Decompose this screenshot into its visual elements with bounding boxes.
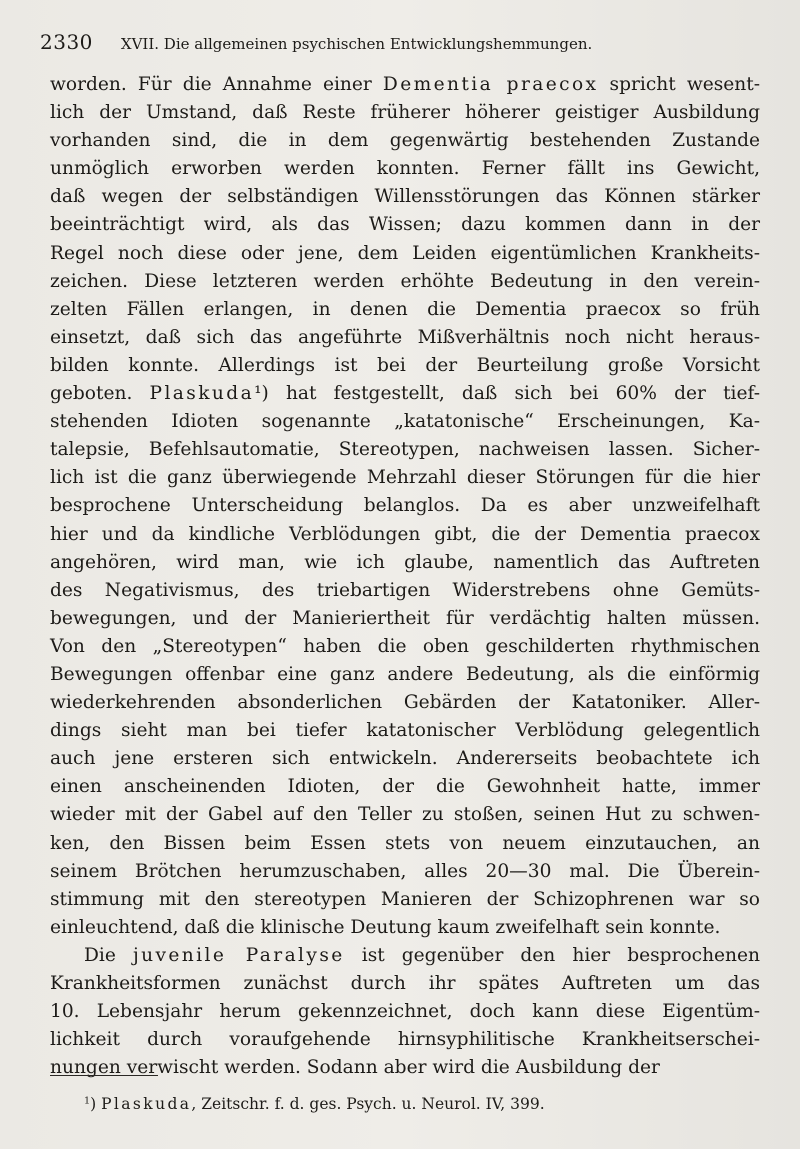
text-line bbox=[50, 211, 760, 239]
text-line bbox=[50, 914, 760, 942]
text-line bbox=[50, 801, 760, 829]
line-segment: 10. Lebensjahr herum gekennzeichnet, doch kann diese Eigentüm- bbox=[50, 1001, 760, 1023]
text-line bbox=[50, 577, 760, 605]
text-line bbox=[50, 464, 760, 492]
text-line bbox=[50, 1026, 760, 1054]
line-segment: geboten. bbox=[50, 383, 150, 405]
line-segment: einleuchtend, daß die klinische Deutung kaum zweifelhaft sein konnte. bbox=[50, 916, 721, 938]
text-line bbox=[50, 717, 760, 745]
line-segment: lichkeit durch voraufgehende hirnsyphilitische Krankheitserschei- bbox=[50, 1029, 760, 1051]
line-segment: beeinträchtigt wird, als das Wissen; dazu kommen dann in der bbox=[50, 214, 760, 236]
spaced-term: Dementia praecox bbox=[382, 74, 599, 95]
footnote-rule bbox=[50, 1075, 158, 1076]
text-line bbox=[50, 942, 760, 970]
footnote-marker: 1 bbox=[84, 1095, 91, 1107]
line-segment: seinem Brötchen herumzuschaben, alles 20—30 mal. Die Überein- bbox=[50, 860, 760, 882]
line-segment: Bewegungen offenbar eine ganz andere Bedeutung, als die einförmig bbox=[50, 663, 760, 685]
line-segment: Von den „Stereotypen“ haben die oben geschilderten rhythmischen bbox=[50, 635, 760, 657]
line-segment: ist gegenüber den hier besprochenen bbox=[344, 944, 761, 966]
text-line bbox=[50, 268, 760, 296]
text-line bbox=[50, 296, 760, 324]
line-segment: besprochene Unterscheidung belanglos. Da es aber unzweifelhaft bbox=[50, 495, 760, 517]
line-segment: wieder mit der Gabel auf den Teller zu stoßen, seinen Hut zu schwen- bbox=[50, 804, 760, 826]
page-header bbox=[40, 30, 770, 54]
line-segment: stehenden Idioten sogenannte „katatonische“ Erscheinungen, Ka- bbox=[50, 411, 760, 433]
line-segment: daß wegen der selbständigen Willensstörungen das Können stärker bbox=[50, 186, 760, 208]
text-line bbox=[50, 408, 760, 436]
text-line bbox=[50, 1054, 760, 1082]
text-line bbox=[50, 436, 760, 464]
text-line bbox=[50, 605, 760, 633]
running-head: XVII. Die allgemeinen psychischen Entwicklungshemmungen. bbox=[120, 35, 593, 53]
text-line bbox=[50, 521, 760, 549]
line-segment: Regel noch diese oder jene, dem Leiden eigentümlichen Krankheits- bbox=[50, 242, 760, 264]
text-line bbox=[50, 492, 760, 520]
text-line bbox=[50, 830, 760, 858]
text-line bbox=[50, 998, 760, 1026]
text-line bbox=[50, 155, 760, 183]
text-line bbox=[50, 689, 760, 717]
line-segment: lich der Umstand, daß Reste früherer höherer geistiger Ausbildung bbox=[50, 102, 760, 124]
text-line bbox=[50, 661, 760, 689]
line-segment: talepsie, Befehlsautomatie, Stereotypen, nachweisen lassen. Sicher- bbox=[50, 439, 760, 461]
text-line bbox=[50, 352, 760, 380]
text-line bbox=[50, 324, 760, 352]
text-line bbox=[50, 633, 760, 661]
text-line bbox=[50, 380, 760, 408]
spaced-term: juvenile Paralyse bbox=[132, 944, 345, 966]
line-segment: ¹) hat festgestellt, daß sich bei 60% der tief- bbox=[254, 383, 760, 405]
body-text bbox=[50, 71, 760, 1082]
line-segment: ken, den Bissen beim Essen stets von neuem einzutauchen, an bbox=[50, 832, 760, 854]
text-line bbox=[50, 970, 760, 998]
footnote-author: Plaskuda bbox=[101, 1095, 192, 1113]
footnote-text: , Zeitschr. f. d. ges. Psych. u. Neurol. IV, 399. bbox=[191, 1095, 545, 1113]
text-line bbox=[50, 745, 760, 773]
line-segment: nungen verwischt werden. Sodann aber wird die Ausbildung der bbox=[50, 1057, 660, 1079]
line-segment: einsetzt, daß sich das angeführte Mißverhältnis noch nicht heraus- bbox=[50, 326, 760, 348]
text-line bbox=[50, 886, 760, 914]
line-segment: wiederkehrenden absonderlichen Gebärden der Katatoniker. Aller- bbox=[50, 692, 760, 714]
line-segment: unmöglich erworben werden konnten. Ferner fällt ins Gewicht, bbox=[50, 158, 760, 180]
line-segment: angehören, wird man, wie ich glaube, namentlich das Auftreten bbox=[50, 551, 760, 573]
spaced-term: Plaskuda bbox=[149, 383, 255, 405]
text-line bbox=[50, 99, 760, 127]
line-segment: vorhanden sind, die in dem gegenwärtig bestehenden Zustande bbox=[50, 130, 760, 152]
line-segment: Krankheitsformen zunächst durch ihr spätes Auftreten um das bbox=[50, 973, 760, 994]
line-segment: lich ist die ganz überwiegende Mehrzahl dieser Störungen für die hier bbox=[50, 467, 760, 489]
line-segment: spricht wesent- bbox=[598, 74, 761, 95]
line-segment: einen anscheinenden Idioten, der die Gewohnheit hatte, immer bbox=[50, 776, 760, 798]
text-line bbox=[50, 127, 760, 155]
line-segment: bewegungen, und der Manieriertheit für verdächtig halten müssen. bbox=[50, 607, 760, 629]
line-segment: bilden konnte. Allerdings ist bei der Beurteilung große Vorsicht bbox=[50, 354, 760, 376]
text-line bbox=[50, 240, 760, 268]
text-line bbox=[50, 773, 760, 801]
line-segment: des Negativismus, des triebartigen Widerstrebens ohne Gemüts- bbox=[50, 579, 760, 601]
line-segment: auch jene ersteren sich entwickeln. Andererseits beobachtete ich bbox=[50, 748, 760, 770]
line-segment: zeichen. Diese letzteren werden erhöhte Bedeutung in den verein- bbox=[50, 270, 760, 292]
text-line bbox=[50, 71, 760, 99]
footnote: $^1$) Plaskuda, Zeitschr. f. d. ges. Psych. u. Neurol. IV, 399. bbox=[84, 1095, 545, 1113]
text-line bbox=[50, 858, 760, 886]
line-segment: worden. Für die Annahme einer bbox=[50, 74, 383, 95]
line-segment: dings sieht man bei tiefer katatonischer Verblödung gelegentlich bbox=[50, 720, 760, 742]
line-segment: Die bbox=[84, 944, 133, 966]
line-segment: zelten Fällen erlangen, in denen die Dementia praecox so früh bbox=[50, 298, 760, 320]
text-line bbox=[50, 549, 760, 577]
text-line bbox=[50, 183, 760, 211]
page-number: 2330 bbox=[40, 30, 93, 54]
line-segment: stimmung mit den stereotypen Manieren der Schizophrenen war so bbox=[50, 888, 760, 910]
line-segment: hier und da kindliche Verblödungen gibt, die der Dementia praecox bbox=[50, 523, 760, 545]
